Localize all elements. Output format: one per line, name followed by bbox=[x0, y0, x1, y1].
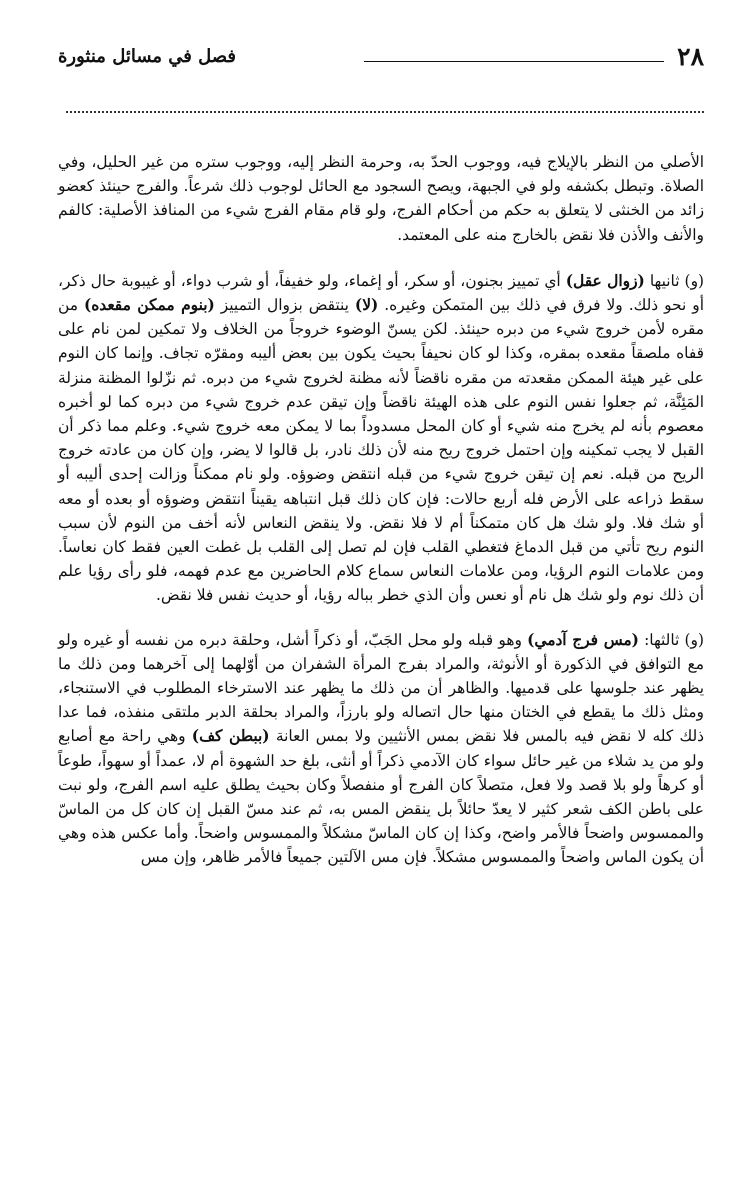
text-run: من مقره لأمن خروج شيء من دبره حينئذ. لكن يسنّ الوضوء خروجاً من الخلاف ولا تمكين لمن نام على قفاه ملصقاً مقعده بمقره، وكذا لو كان نحيفاً بحيث يكون بين بعض أليبه ومقرّه تجاف. وإنما كان النوم على غير هيئة الممكن مقعدته من مقره ناقضاً لأنه مظنة لخروج شيء من دبره. ثم نزّلوا المظنة منزلة المَئِنَّة، ثم جعلوا نفس النوم على هذه الهيئة ناقضاً وإن تيقن عدم خروج شيء من دبره كما لو أخبره معصوم بأنه لم يخرج منه شيء أو كان المحل مسدوداً بما لا يمكن معه خروج شيء. وعلم مما ذكر أن القبل لا يجب تمكينه وإن احتمل خروج ريح منه لأن ذلك نادر، بل قالوا لا يضر، وإن كان من عادته خروج الريح من قبله. نعم إن تيقن خروج شيء من قبله انتقض وضوؤه. ولو نام ممكناً وزالت إحدى أليبه أو سقط ذراعه على الأرض فله أربع حالات: فإن كان ذلك قبل انتباهه يقيناً انتقض وضوؤه أو بعده أو معه أو شك فلا. ولو شك هل كان متمكناً أم لا فلا نقض. ولا ينقض النعاس لأنه أخف من النوم لأن سبب النوم ريح تأتي من قبل الدماغ فتغطي القلب فإن لم تصل إلى القلب بل غطت العين فقط كان نعاساً. ومن علامات النوم الرؤيا، ومن علامات النعاس سماع كلام الحاضرين مع عدم فهمه، فلو رأى رؤيا علم أن ذلك نوم ولو شك هل نام أو نعس وأن الذي خطر بباله رؤيا، أو حديث نفس فلا نقض. bbox=[58, 296, 704, 605]
paragraph-2 bbox=[58, 269, 704, 608]
text-run: أي تمييز بجنون، أو سكر، أو إغماء، ولو خفيفاً، أو شرب دواء، أو غيبوبة حال ذكر، أو نحو ذلك. ولا فرق في ذلك بين المتمكن وغيره. bbox=[58, 271, 704, 315]
bold-term: (مس فرج آدمي) bbox=[527, 630, 639, 649]
text-run: ينتقض بزوال التمييز bbox=[214, 296, 355, 315]
body-text bbox=[58, 150, 704, 870]
dotted-separator bbox=[66, 111, 704, 113]
paragraph-3 bbox=[58, 628, 704, 870]
bold-term: (بنوم ممكن مقعده) bbox=[83, 296, 215, 315]
paragraph-1 bbox=[58, 150, 704, 247]
text-run: وهو قبله ولو محل الجَبّ، أو ذكراً أشل، وحلقة دبره من نفسه أو غيره ولو مع التوافق في الذكورة أو الأنوثة، والمراد بفرج المرأة الشفران من أوّلهما إلى آخرهما ومن ذلك ما يظهر عند جلوسها على قدميها. والظاهر أن من ذلك ما يظهر عند الاسترخاء المطلوب في الاستنجاء، ومثل ذلك ما يقطع في الختان منها حال اتصاله ولو بارزاً، والمراد بحلقة الدبر ملتقى منفذه، فما عدا ذلك كله لا نقض فيه بالمس فلا نقض بمس الأنثيين ولا بمس العانة bbox=[58, 630, 704, 746]
text-run: (و) ثالثها: bbox=[638, 630, 704, 649]
bold-term: (لا) bbox=[354, 296, 379, 315]
text-run: (و) ثانيها bbox=[644, 271, 705, 290]
text-run: الأصلي من النظر بالإيلاج فيه، ووجوب الحدّ به، وحرمة النظر إليه، ووجوب ستره من غير الحليل، وفي الصلاة. وتبطل بكشفه ولو في الجبهة، ويصح السجود مع الحائل لوجوب ذلك شرعاً. والفرج حينئذ كعضو زائد من الخنثى لا يتعلق به حكم من أحكام الفرج، ولو قام مقام الفرج شيء من المنافذ الأصلية: كالفم والأنف والأذن فلا نقض بالخارج منه على المعتمد. bbox=[58, 153, 704, 244]
page-header bbox=[58, 42, 704, 72]
bold-term: (زوال عقل) bbox=[565, 271, 645, 290]
page-number: ٢٨ bbox=[677, 42, 704, 71]
running-title: فصل في مسائل منثورة bbox=[58, 46, 237, 67]
text-run: وهي راحة مع أصابع ولو من يد شلاء من غير حائل سواء كان الآدمي ذكراً أو أنثى، بلغ حد الشهوة أم لا، عمداً أو سهواً، طوعاً أو كرهاً ولو بلا قصد ولا فعل، متصلاً كان الفرج أو منفصلاً وكان بحيث يطلق عليه اسم الفرج، ولو نبت على باطن الكف شعر كثير لا يعدّ حائلاً بل ينقض المس به، ثم عند مسّ القبل إن كان كل من الماسّ والممسوس واضحاً فالأمر واضح، وكذا إن كان الماسّ مشكلاً والممسوس واضحاً. وأما عكس هذه وهي أن يكون الماس واضحاً والممسوس مشكلاً. فإن مس الآلتين جميعاً فالأمر ظاهر، وإن مس bbox=[58, 727, 704, 867]
bold-term: (ببطن كف) bbox=[191, 727, 270, 746]
header-rule bbox=[364, 61, 664, 62]
